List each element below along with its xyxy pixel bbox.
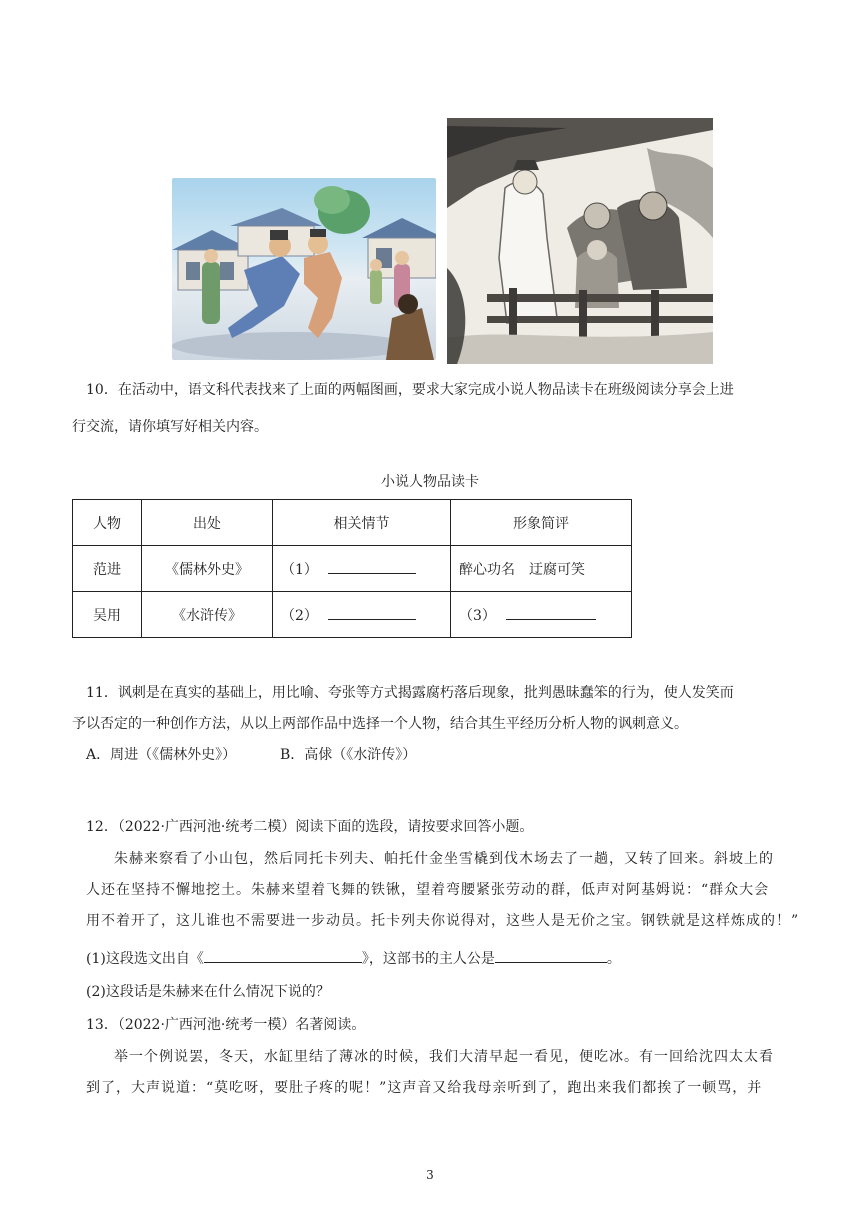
header-source: 出处: [142, 500, 273, 546]
table-row: [73, 592, 632, 638]
blank-number: （1）: [281, 561, 318, 578]
q10-line1: 10．在活动中，语文科代表找来了上面的两幅图画，要求大家完成小说人物品读卡在班级阅读分享会上进: [86, 382, 734, 398]
cell-comment: [451, 592, 632, 638]
illustration-street-scene: [172, 178, 436, 360]
q12-title: 12．（2022·广西河池·统考二模）阅读下面的选段，请按要求回答小题。: [86, 819, 534, 835]
cell-plot: [273, 592, 451, 638]
cell-person: 范进: [73, 546, 142, 592]
q12-sub1-text-a: (1)这段选文出自《: [86, 951, 204, 967]
table-row: [73, 546, 632, 592]
answer-blank-3[interactable]: [506, 605, 596, 620]
reading-card-table: [72, 499, 632, 638]
table-header-row: [73, 500, 632, 546]
cell-source: 《水浒传》: [142, 592, 273, 638]
cell-comment: 醉心功名 迂腐可笑: [451, 546, 632, 592]
q12-passage-line3: 用不着开了，这儿谁也不需要进一步动员。托卡列夫你说得对，这些人是无价之宝。钢铁就是这样炼成的！”: [86, 913, 800, 929]
blank-number: （3）: [459, 607, 496, 624]
q12-sub1: [86, 948, 621, 970]
q13-title: 13．（2022·广西河池·统考一模）名著阅读。: [86, 1017, 366, 1033]
cell-person: 吴用: [73, 592, 142, 638]
answer-blank-2[interactable]: [328, 605, 416, 620]
q11-line1: 11．讽刺是在真实的基础上，用比喻、夸张等方式揭露腐朽落后现象，批判愚昧蠢笨的行为，使人发笑而: [86, 685, 734, 701]
q12-passage-line1: 朱赫来察看了小山包，然后同托卡列夫、帕托什金坐雪橇到伐木场去了一趟，又转了回来。斜坡上的: [114, 851, 774, 867]
header-plot: 相关情节: [273, 500, 451, 546]
q11-option-b: B．高俅（《水浒传》）: [280, 747, 417, 763]
q13-passage-line2: 到了，大声说道：“莫吃呀，要肚子疼的呢！”这声音又给我母亲听到了，跑出来我们都挨了一顿骂，并: [86, 1080, 763, 1096]
cell-plot: [273, 546, 451, 592]
header-comment: 形象简评: [451, 500, 632, 546]
page-number: 3: [426, 1168, 434, 1182]
illustration-ink-painting: [447, 118, 713, 364]
q12-sub1-text-c: 。: [606, 951, 621, 967]
cell-source: 《儒林外史》: [142, 546, 273, 592]
answer-blank-1[interactable]: [328, 559, 416, 574]
q12-sub1-text-b: 》，这部书的主人公是: [361, 951, 495, 967]
q11-option-a: A．周进（《儒林外史》）: [86, 747, 237, 763]
q11-line2: 予以否定的一种创作方法，从以上两部作品中选择一个人物，结合其生平经历分析人物的讽刺意义。: [72, 716, 688, 732]
q12-sub2: (2)这段话是朱赫来在什么情况下说的？: [86, 984, 330, 1000]
answer-blank-book[interactable]: [204, 948, 362, 963]
q13-passage-line1: 举一个例说罢，冬天，水缸里结了薄冰的时候，我们大清早起一看见，便吃冰。有一回给沈四太太看: [114, 1049, 774, 1065]
header-person: 人物: [73, 500, 142, 546]
q10-line2: 行交流，请你填写好相关内容。: [72, 419, 268, 435]
blank-number: （2）: [281, 607, 318, 624]
q12-passage-line2: 人还在坚持不懈地挖土。朱赫来望着飞舞的铁锹，望着弯腰紧张劳动的群，低声对阿基姆说：“群众大会: [86, 882, 770, 898]
table-caption: 小说人物品读卡: [381, 474, 479, 490]
answer-blank-protagonist[interactable]: [495, 948, 607, 963]
